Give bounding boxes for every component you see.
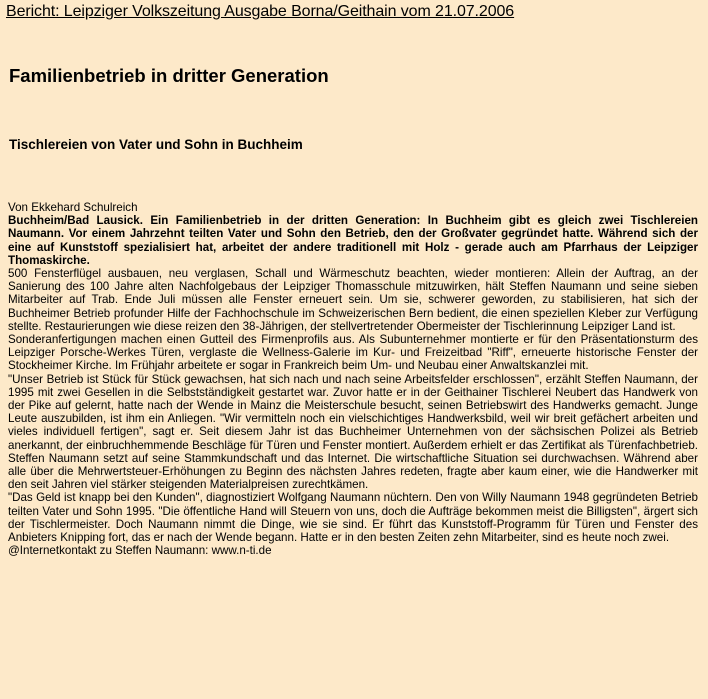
article-body bbox=[8, 201, 698, 557]
source-line: Bericht: Leipziger Volkszeitung Ausgabe Borna/Geithain vom 21.07.2006 bbox=[6, 3, 515, 20]
lead-paragraph: Buchheim/Bad Lausick. Ein Familienbetrieb in der dritten Generation: In Buchheim gibt es gleich zwei Tischlereien Naumann. Vor einem Jahrzehnt teilten Vater und Sohn den Betrieb, den der Großvater gegründet hatte. Während sich der eine auf Kunststoff spezialisiert hat, arbeitet der andere traditionell mit Holz - gerade auch am Pfarrhaus der Leipziger Thomaskirche. bbox=[8, 214, 698, 267]
article-title: Familienbetrieb in dritter Generation bbox=[9, 65, 329, 86]
body-paragraph-3: "Unser Betrieb ist Stück für Stück gewachsen, hat sich nach und nach seine Arbeitsfelder erschlossen", erzählt Steffen Naumann, der 1995 mit zwei Gesellen in die Selbstständigkeit gestartet war. Zuvor hatte er in der Geithainer Tischlerei Neubert das Handwerk von der Pike auf gelernt, hatte nach der Wende in Mainz die Meisterschule besucht, seinen Betriebswirt des Handwerks gemacht. Junge Leute auszubilden, ist ihm ein Anliegen. "Wir vermitteln noch ein vielschichtiges Handwerksbild, weil wir breit gefächert arbeiten und vieles individuell fertigen", sagt er. Seit diesem Jahr ist das Buchheimer Unternehmen von der sächsischen Polizei als Betrieb anerkannt, der einbruchhemmende Beschläge für Türen und Fenster montiert. Außerdem erhielt er das Zertifikat als Türenfachbetrieb. Steffen Naumann setzt auf seine Stammkundschaft und das Internet. Die wirtschaftliche Situation sei durchwachsen. Während aber alle über die Mehrwertsteuer-Erhöhungen zu Beginn des nächsten Jahres redeten, fragte aber kaum einer, wie die Handwerker mit den seit Jahren viel stärker steigenden Materialpreisen zurechtkämen. bbox=[8, 372, 698, 492]
article-subtitle: Tischlereien von Vater und Sohn in Buchheim bbox=[9, 137, 303, 152]
body-paragraph-2: Sonderanfertigungen machen einen Gutteil des Firmenprofils aus. Als Subunternehmer montierte er für den Präsentationsturm des Leipziger Porsche-Werkes Türen, verglaste die Wellness-Galerie im Kur- und Freizeitbad "Riff", erneuerte historische Fenster der Stockheimer Kirche. Im Frühjahr arbeitete er sogar in Frankreich beim Um- und Neubau einer Anwaltskanzlei mit. bbox=[8, 333, 698, 373]
contact-line: @Internetkontakt zu Steffen Naumann: www.n-ti.de bbox=[8, 544, 272, 558]
byline: Von Ekkehard Schulreich bbox=[8, 201, 138, 214]
body-paragraph-1: 500 Fensterflügel ausbauen, neu verglasen, Schall und Wärmeschutz beachten, wieder montieren: Allein der Auftrag, an der Sanierung des 100 Jahre alten Nachfolgebaus der Leipziger Thomasschule mitzuwirken, hält Steffen Naumann und seine sieben Mitarbeiter auf Trab. Ende Juli müssen alle Fenster erneuert sein. Um sie, schwerer geworden, zu stabilisieren, hat sich der Buchheimer Betrieb profunder Hilfe der Fachhochschule im Schweizerischen Bern bedient, die einen speziellen Kleber zur Verfügung stellte. Restaurierungen wie diese reizen den 38-Jährigen, der stellvertretender Obermeister der Tischlerinnung Leipziger Land ist. bbox=[8, 267, 698, 333]
body-paragraph-4: "Das Geld ist knapp bei den Kunden", diagnostiziert Wolfgang Naumann nüchtern. Den von Willy Naumann 1948 gegründeten Betrieb teilten Vater und Sohn 1995. "Die öffentliche Hand will Steuern von uns, doch die Aufträge bekommen meist die Billigsten", ärgert sich der Tischlermeister. Doch Naumann nimmt die Dinge, wie sie sind. Er führt das Kunststoff-Programm für Türen und Fenster des Anbieters Knipping fort, das er nach der Wende begann. Hatte er in den besten Zeiten zehn Mitarbeiter, sind es heute noch zwei. bbox=[8, 491, 698, 545]
